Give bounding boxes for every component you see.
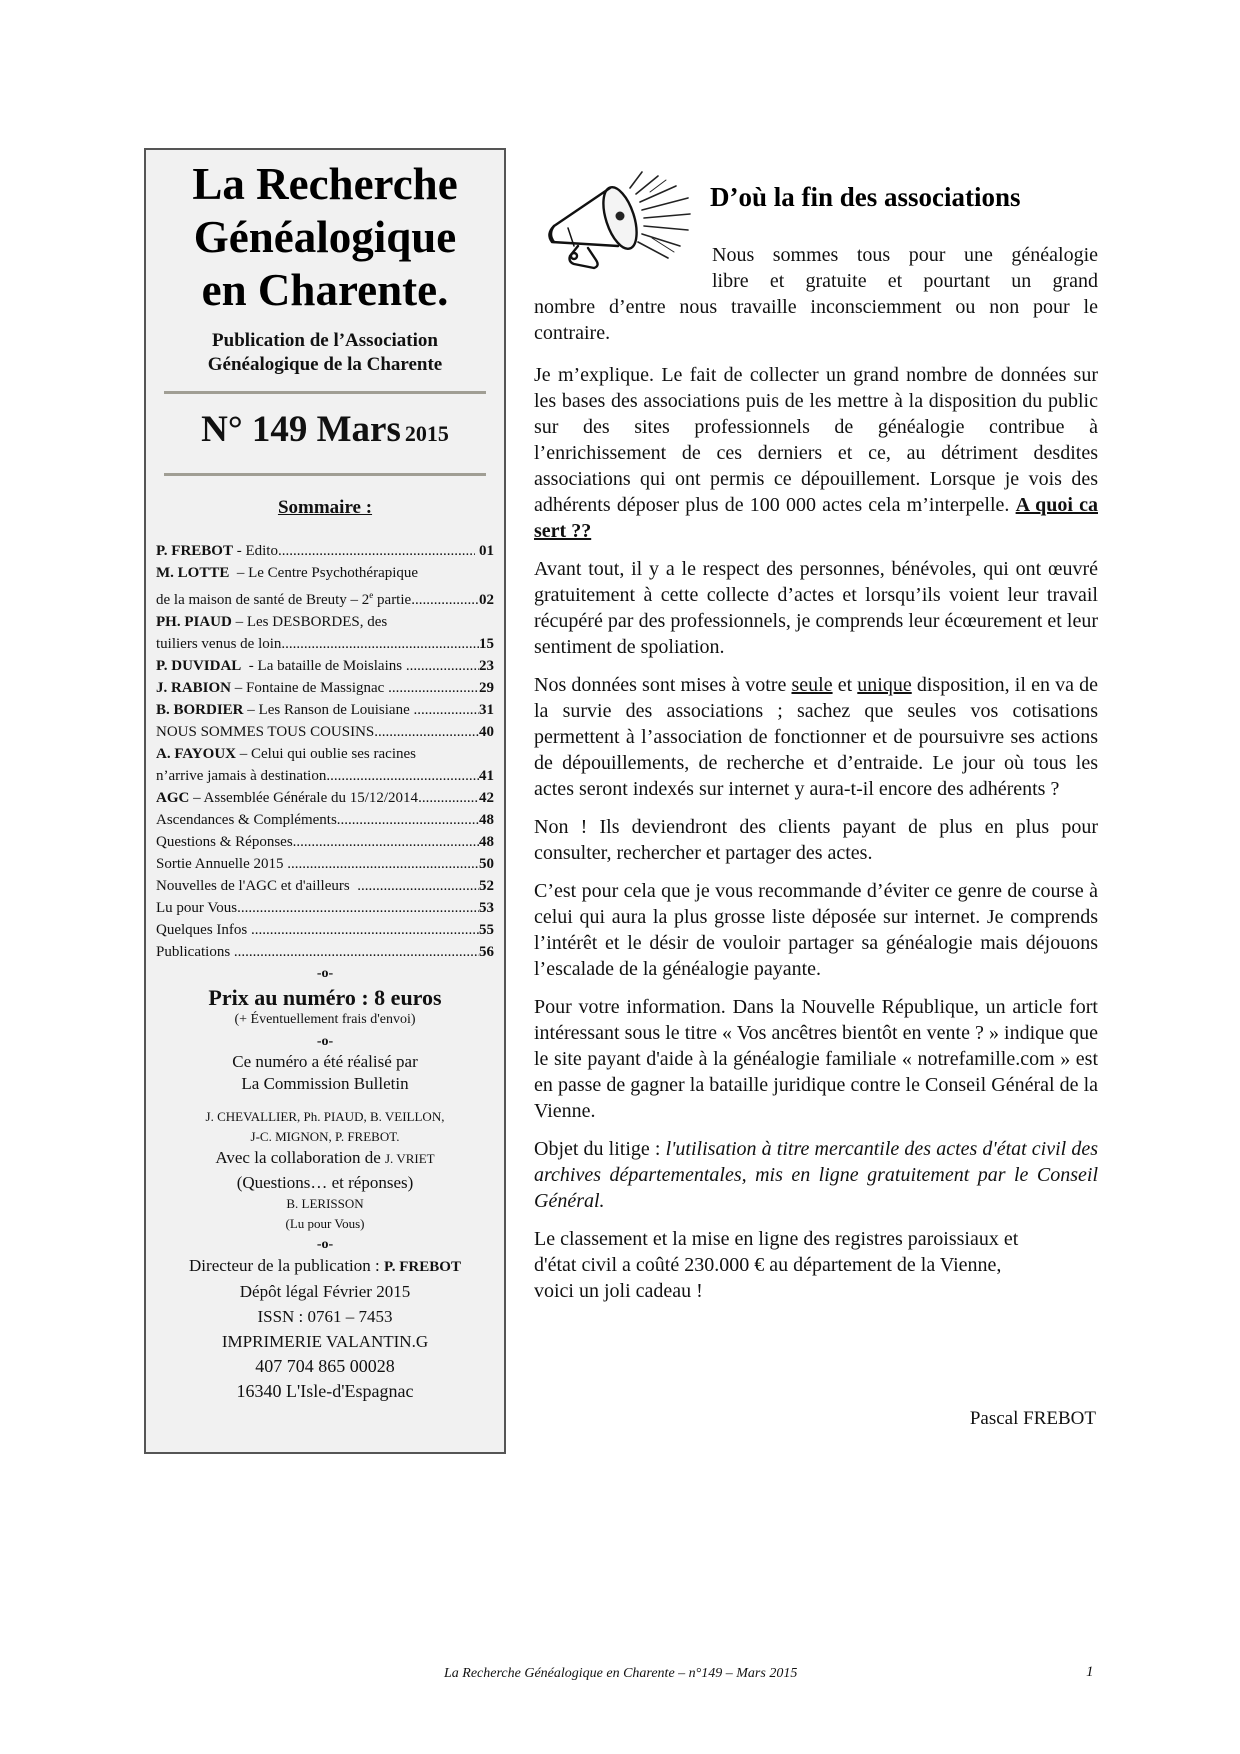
paragraph-text: disposition, il en va de la survie des associations ; sachez que seules vos cotisations permettent à l’association de fonctionner et de poursuivre ses actions de dépouillements, de recherche et d’entraide. Le jour où tous les actes seront indexés sur internet y aura-t-il encore des adhérents ? — [534, 674, 1098, 800]
toc-entry[interactable] — [156, 699, 494, 721]
paragraph-line: Le classement et la mise en ligne des registres paroissiaux et — [534, 1228, 1019, 1250]
masthead-box — [144, 148, 506, 1454]
legal-line: 16340 L'Isle-d'Espagnac — [236, 1381, 414, 1401]
toc-author: AGC — [156, 790, 190, 806]
underlined-word: unique — [857, 674, 912, 696]
toc-page: 50 — [479, 856, 494, 872]
toc-title: Quelques Infos — [156, 922, 251, 938]
toc-title: Les Ranson de Louisiane — [258, 702, 414, 718]
separator: -o- — [316, 1237, 334, 1252]
toc-title: Sortie Annuelle 2015 — [156, 856, 288, 872]
toc-author: M. LOTTE — [156, 565, 230, 581]
issue-number — [146, 410, 504, 457]
toc-leader — [414, 699, 480, 721]
separator: -o- — [316, 1034, 334, 1049]
toc-page: 42 — [479, 790, 494, 806]
paragraph-text: Nos données sont mises à votre — [534, 674, 792, 696]
paragraph — [534, 362, 1098, 544]
collab2-name: B. LERISSON — [286, 1196, 364, 1211]
director-prefix: Directeur de la publication : — [189, 1256, 384, 1275]
issue-main: N° 149 Mars — [201, 409, 401, 450]
toc-entry[interactable] — [156, 721, 494, 743]
paragraph-line: voici un joli cadeau ! — [534, 1280, 703, 1302]
toc-sep: – — [243, 702, 259, 718]
toc-title-cont: partie — [373, 592, 412, 608]
collaboration — [146, 1147, 504, 1170]
toc-sep: - — [232, 543, 246, 559]
title-line: La Recherche — [192, 159, 458, 209]
toc-sep: – — [236, 746, 252, 762]
toc-entry[interactable] — [156, 611, 494, 655]
paragraph — [534, 1136, 1098, 1214]
toc-title-cont: de la maison de santé de Breuty – 2 — [156, 592, 370, 608]
toc-title: Questions & Réponses — [156, 834, 293, 850]
toc-entry[interactable] — [156, 897, 494, 919]
toc-page: 23 — [479, 658, 494, 674]
toc-author: A. FAYOUX — [156, 746, 237, 762]
paragraph — [534, 672, 1098, 802]
toc-title-cont: tuiliers venus de loin — [156, 636, 282, 652]
toc-leader — [406, 655, 479, 677]
toc-title: Celui qui oublie ses racines — [251, 746, 416, 762]
paragraph: C’est pour cela que je vous recommande d’éviter ce genre de course à celui qui aura la plus grosse liste déposée sur internet. Je comprends l’intérêt et le désir de vouloir partager sa généalogie mais déjouons l’escalade de la généalogie payante. — [534, 880, 1098, 980]
toc-title-cont: n’arrive jamais à destination — [156, 768, 327, 784]
credits-line: Ce numéro a été réalisé par — [232, 1052, 418, 1071]
toc-leader — [293, 831, 479, 853]
title-line: en Charente. — [201, 265, 449, 315]
toc-leader — [374, 721, 479, 743]
toc-page: 55 — [479, 922, 494, 938]
toc-entry[interactable] — [156, 677, 494, 699]
toc-author: J. RABION — [156, 680, 232, 696]
page-number: 1 — [1086, 1664, 1094, 1680]
toc-sep: – — [231, 614, 247, 630]
toc-leader — [418, 787, 479, 809]
toc-title: Fontaine de Massignac — [246, 680, 389, 696]
toc-page: 48 — [479, 834, 494, 850]
toc-sep: – — [229, 565, 249, 581]
toc-page: 15 — [479, 636, 494, 652]
collab-prefix: Avec la collaboration de — [215, 1148, 385, 1167]
team-line: J-C. MIGNON, P. FREBOT. — [250, 1129, 400, 1144]
toc-leader — [337, 809, 479, 831]
publication-title — [146, 158, 504, 317]
toc-page: 56 — [479, 944, 494, 960]
paragraph-text: Je m’explique. Le fait de collecter un grand nombre de données sur les bases des associations puis de les mettre à la disposition du public sur des sites professionnels de généalogie contribue à l’enrichissement de ces derniers et ce, au détriment desdites associations qui ont permis ce dépouillement. Lorsque je vois des adhérents déposer plus de 100 000 actes cela m’interpelle. — [534, 364, 1098, 516]
collab-name: J. VRIET — [385, 1151, 435, 1166]
subtitle-line: Publication de l’Association — [212, 330, 438, 351]
divider — [164, 473, 486, 476]
toc-entry[interactable] — [156, 875, 494, 897]
toc-title: Lu pour Vous — [156, 900, 238, 916]
director — [146, 1254, 504, 1279]
toc-entry[interactable] — [156, 540, 494, 562]
toc-entry[interactable] — [156, 743, 494, 787]
paragraph: Pour votre information. Dans la Nouvelle République, un article fort intéressant sous le titre « Vos ancêtres bientôt en vente ? » indique que le site payant d'aide à la généalogie familiale « notrefamille.com » est en passe de gagner la bataille juridique contre le Conseil Général de la Vienne. — [534, 996, 1098, 1122]
italic-quote: l'utilisation à titre mercantile des actes d'état civil des archives départementales, mis en ligne gratuitement par le Conseil Général. — [534, 1138, 1099, 1212]
toc-heading: Sommaire : — [277, 497, 373, 518]
toc-leader — [278, 540, 475, 562]
toc-page: 40 — [479, 724, 494, 740]
toc-page: 48 — [479, 812, 494, 828]
intro-line: libre et gratuite et pourtant un grand — [712, 270, 1098, 292]
credits-line: La Commission Bulletin — [241, 1074, 409, 1093]
toc-page: 01 — [475, 543, 494, 559]
toc-title: Publications — [156, 944, 234, 960]
toc-leader — [326, 765, 479, 787]
article-headline: D’où la fin des associations — [710, 182, 1021, 212]
toc-title: NOUS SOMMES TOUS COUSINS — [156, 724, 375, 740]
toc-author: PH. PIAUD — [156, 614, 232, 630]
price-note: (+ Éventuellement frais d'envoi) — [234, 1012, 416, 1027]
toc-entry[interactable] — [156, 787, 494, 809]
toc-author: P. DUVIDAL — [156, 658, 242, 674]
legal-line: IMPRIMERIE VALANTIN.G — [221, 1332, 429, 1351]
paragraph-text: et — [832, 674, 858, 696]
toc-entry[interactable] — [156, 655, 494, 677]
toc-title: Ascendances & Compléments — [156, 812, 337, 828]
toc-leader — [237, 897, 479, 919]
legal-line: ISSN : 0761 – 7453 — [257, 1307, 393, 1326]
toc-title: Edito — [245, 543, 278, 559]
running-footer: La Recherche Généalogique en Charente – n°149 – Mars 2015 — [444, 1666, 798, 1681]
toc-title: Le Centre Psychothérapique — [248, 565, 419, 581]
toc-superscript: e — [369, 590, 374, 600]
intro-rest: nombre d’entre nous travaille inconsciemment ou non pour le contraire. — [534, 296, 1098, 344]
toc-page: 02 — [479, 592, 494, 608]
toc-page: 53 — [479, 900, 494, 916]
toc-leader — [234, 941, 479, 963]
toc-leader — [357, 875, 479, 897]
toc-leader — [287, 853, 479, 875]
author-signature: Pascal FREBOT — [969, 1408, 1096, 1429]
collab2-role: (Lu pour Vous) — [285, 1216, 365, 1231]
legal-line: Dépôt légal Février 2015 — [239, 1282, 411, 1301]
toc-title: Nouvelles de l'AGC et d'ailleurs — [156, 878, 358, 894]
title-line: Généalogique — [193, 212, 457, 262]
toc-entry[interactable] — [156, 831, 494, 853]
separator: -o- — [316, 966, 334, 981]
toc-leader — [388, 677, 479, 699]
toc-author: P. FREBOT — [156, 543, 233, 559]
intro-line: Nous sommes tous pour une généalogie — [712, 244, 1098, 266]
toc-entry[interactable] — [156, 941, 494, 963]
toc-sep: – — [189, 790, 204, 806]
toc-sep: – — [231, 680, 247, 696]
toc-title: Les DESBORDES, des — [246, 614, 388, 630]
toc-entry[interactable] — [156, 853, 494, 875]
publisher-subtitle — [146, 329, 504, 377]
article-intro — [534, 242, 1098, 346]
toc-title: La bataille de Moislains — [257, 658, 406, 674]
toc-leader — [251, 919, 479, 941]
team-line: J. CHEVALLIER, Ph. PIAUD, B. VEILLON, — [205, 1109, 445, 1124]
underlined-word: seule — [791, 674, 833, 696]
toc-page: 31 — [479, 702, 494, 718]
toc-leader — [281, 633, 479, 655]
table-of-contents — [156, 540, 494, 963]
issue-year: 2015 — [404, 421, 449, 446]
toc-entry[interactable] — [156, 562, 494, 611]
paragraph-line: d'état civil a coûté 230.000 € au département de la Vienne, — [534, 1254, 1002, 1276]
emphasis: A quoi ca sert ?? — [534, 494, 1098, 542]
collab-role: (Questions… et réponses) — [236, 1173, 414, 1192]
subtitle-line: Généalogique de la Charente — [207, 354, 443, 375]
toc-page: 52 — [479, 878, 494, 894]
toc-title: Assemblée Générale du 15/12/2014 — [203, 790, 419, 806]
paragraph — [534, 1226, 1098, 1304]
toc-page: 41 — [479, 768, 494, 784]
toc-entry[interactable] — [156, 809, 494, 831]
legal-line: 407 704 865 00028 — [255, 1356, 395, 1376]
toc-author: B. BORDIER — [156, 702, 244, 718]
toc-leader — [411, 589, 479, 611]
paragraph: Avant tout, il y a le respect des personnes, bénévoles, qui ont œuvré gratuitement à cette collecte d’actes et lorsqu’ils voient leur travail récupéré par des professionnels, je comprends leur écœurement et leur sentiment de spoliation. — [534, 558, 1098, 658]
director-name: P. FREBOT — [383, 1259, 461, 1275]
article-body — [534, 362, 1098, 1316]
toc-entry[interactable] — [156, 919, 494, 941]
price: Prix au numéro : 8 euros — [208, 985, 442, 1010]
paragraph: Non ! Ils deviendront des clients payant de plus en plus pour consulter, rechercher et partager des actes. — [534, 816, 1098, 864]
toc-page: 29 — [479, 680, 494, 696]
paragraph-text: Objet du litige : — [534, 1138, 666, 1160]
toc-sep: - — [241, 658, 258, 674]
divider — [164, 391, 486, 394]
